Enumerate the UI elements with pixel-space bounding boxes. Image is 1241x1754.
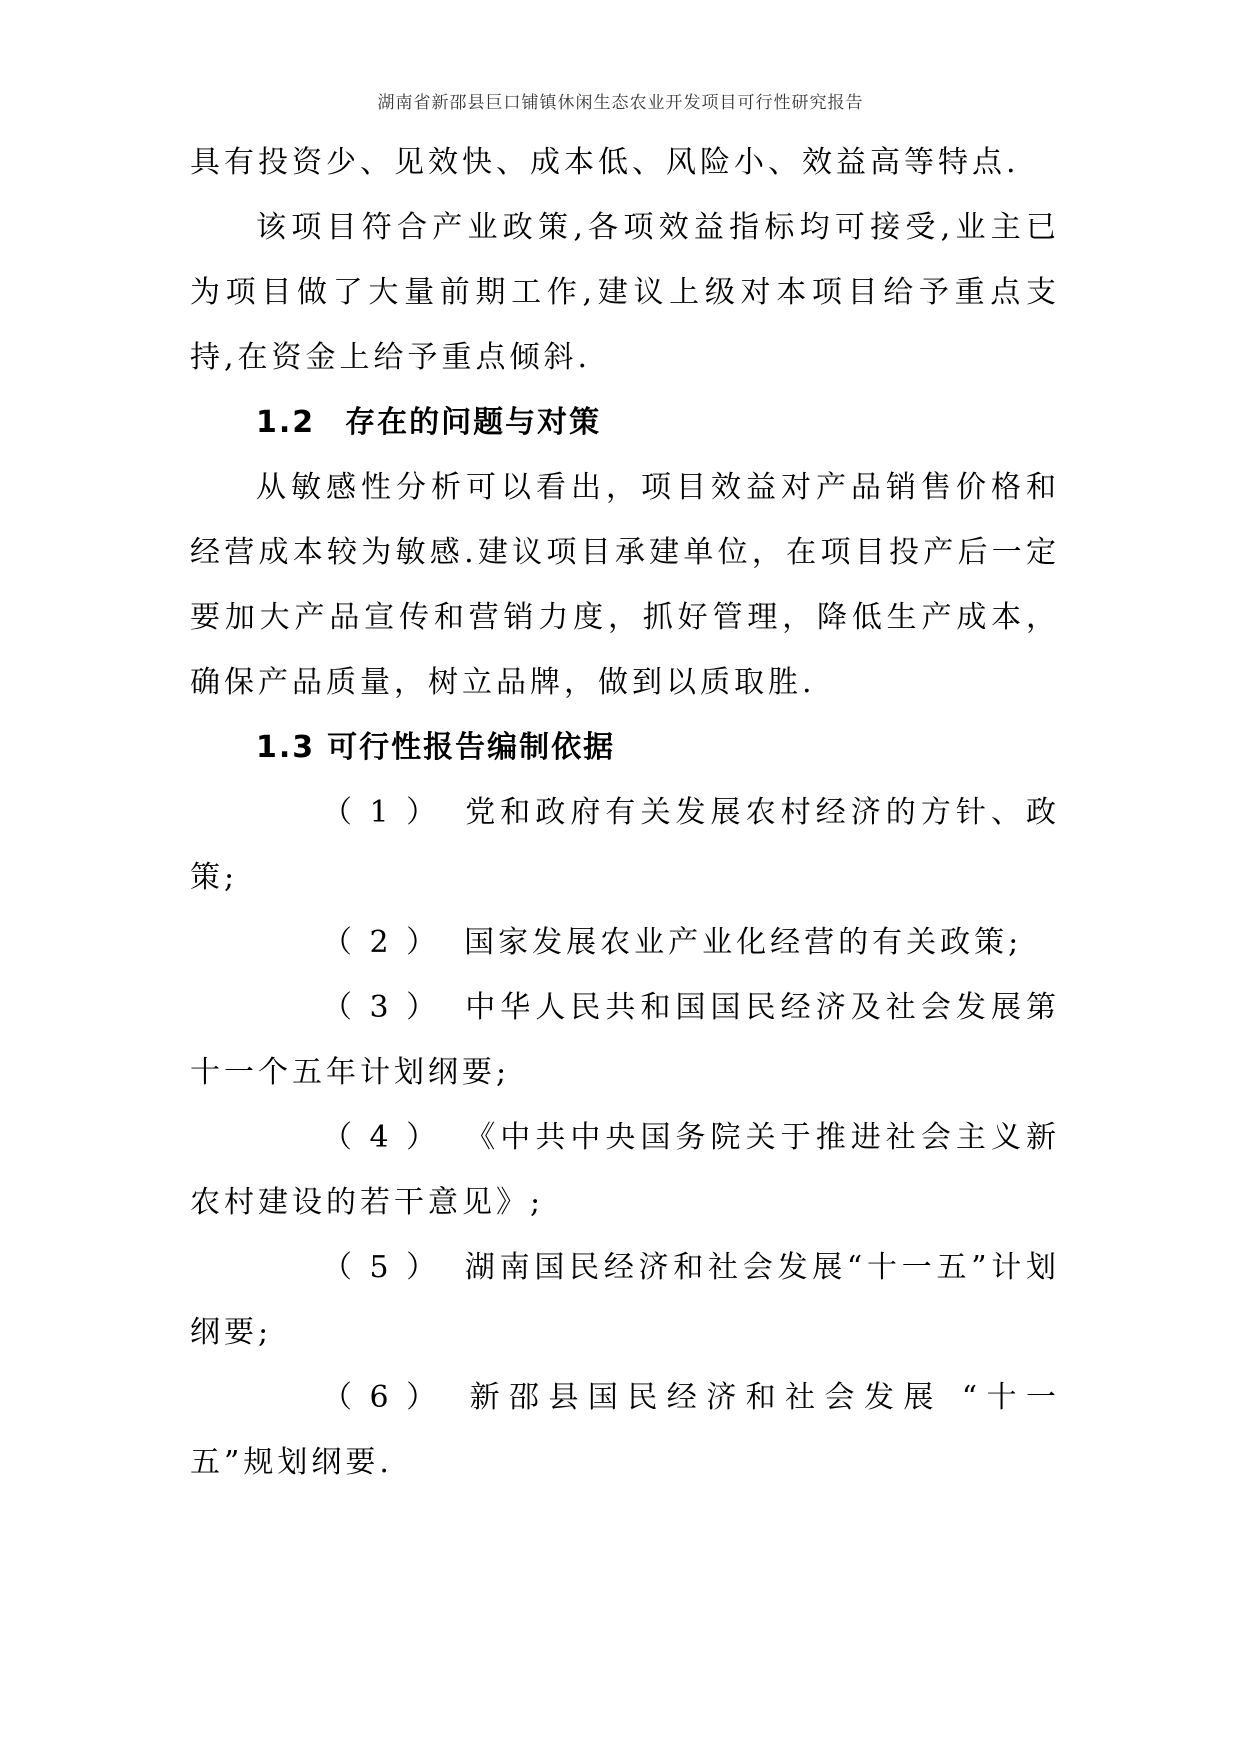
- basis-list-item: [190, 910, 1060, 975]
- paragraph-recommendation: 该项目符合产业政策,各项效益指标均可接受,业主已为项目做了大量前期工作,建议上级对本项目给予重点支持,在资金上给予重点倾斜.: [190, 210, 1060, 375]
- list-marker: （ 4 ）: [322, 1120, 441, 1155]
- paragraph-sensitivity: 从敏感性分析可以看出，项目效益对产品销售价格和经营成本较为敏感.建议项目承建单位，在项目投产后一定要加大产品宣传和营销力度，抓好管理，降低生产成本，确保产品质量，树立品牌，做到以质取胜.: [190, 470, 1060, 700]
- list-marker: （ 2 ）: [322, 925, 441, 960]
- list-marker: （ 5 ）: [322, 1250, 441, 1285]
- body-text: [190, 130, 1060, 1495]
- section-title: 存在的问题与对策: [345, 405, 602, 440]
- basis-list-item: [190, 1365, 1060, 1495]
- list-marker: （ 6 ）: [322, 1380, 441, 1415]
- list-item-text: 中华人民共和国国民经济及社会发展第十一个五年计划纲要;: [190, 990, 1060, 1090]
- list-item-text: 湖南国民经济和社会发展“十一五”计划纲要;: [190, 1250, 1060, 1350]
- list-marker: （ 3 ）: [322, 990, 441, 1025]
- section-number: 1.3: [256, 730, 316, 765]
- running-header: 湖南省新邵县巨口铺镇休闲生态农业开发项目可行性研究报告: [377, 93, 864, 113]
- section-number: 1.2: [256, 405, 316, 440]
- basis-list-item: [190, 975, 1060, 1105]
- paragraph-continuation: 具有投资少、见效快、成本低、风险小、效益高等特点.: [190, 145, 1020, 180]
- list-marker: （ 1 ）: [322, 795, 441, 830]
- basis-list-item: [190, 1235, 1060, 1365]
- section-heading-1-3: [190, 715, 1060, 780]
- list-item-text: 党和政府有关发展农村经济的方针、政策;: [190, 795, 1060, 895]
- list-item-text: 国家发展农业产业化经营的有关政策;: [464, 925, 1023, 960]
- list-item-text: 新邵县国民经济和社会发展 “十一五”规划纲要.: [190, 1380, 1060, 1480]
- section-title: 可行性报告编制依据: [327, 730, 616, 765]
- section-heading-1-2: [190, 390, 1060, 455]
- basis-list-item: [190, 1105, 1060, 1235]
- basis-list-item: [190, 780, 1060, 910]
- list-item-text: 《中共中央国务院关于推进社会主义新农村建设的若干意见》;: [190, 1120, 1060, 1220]
